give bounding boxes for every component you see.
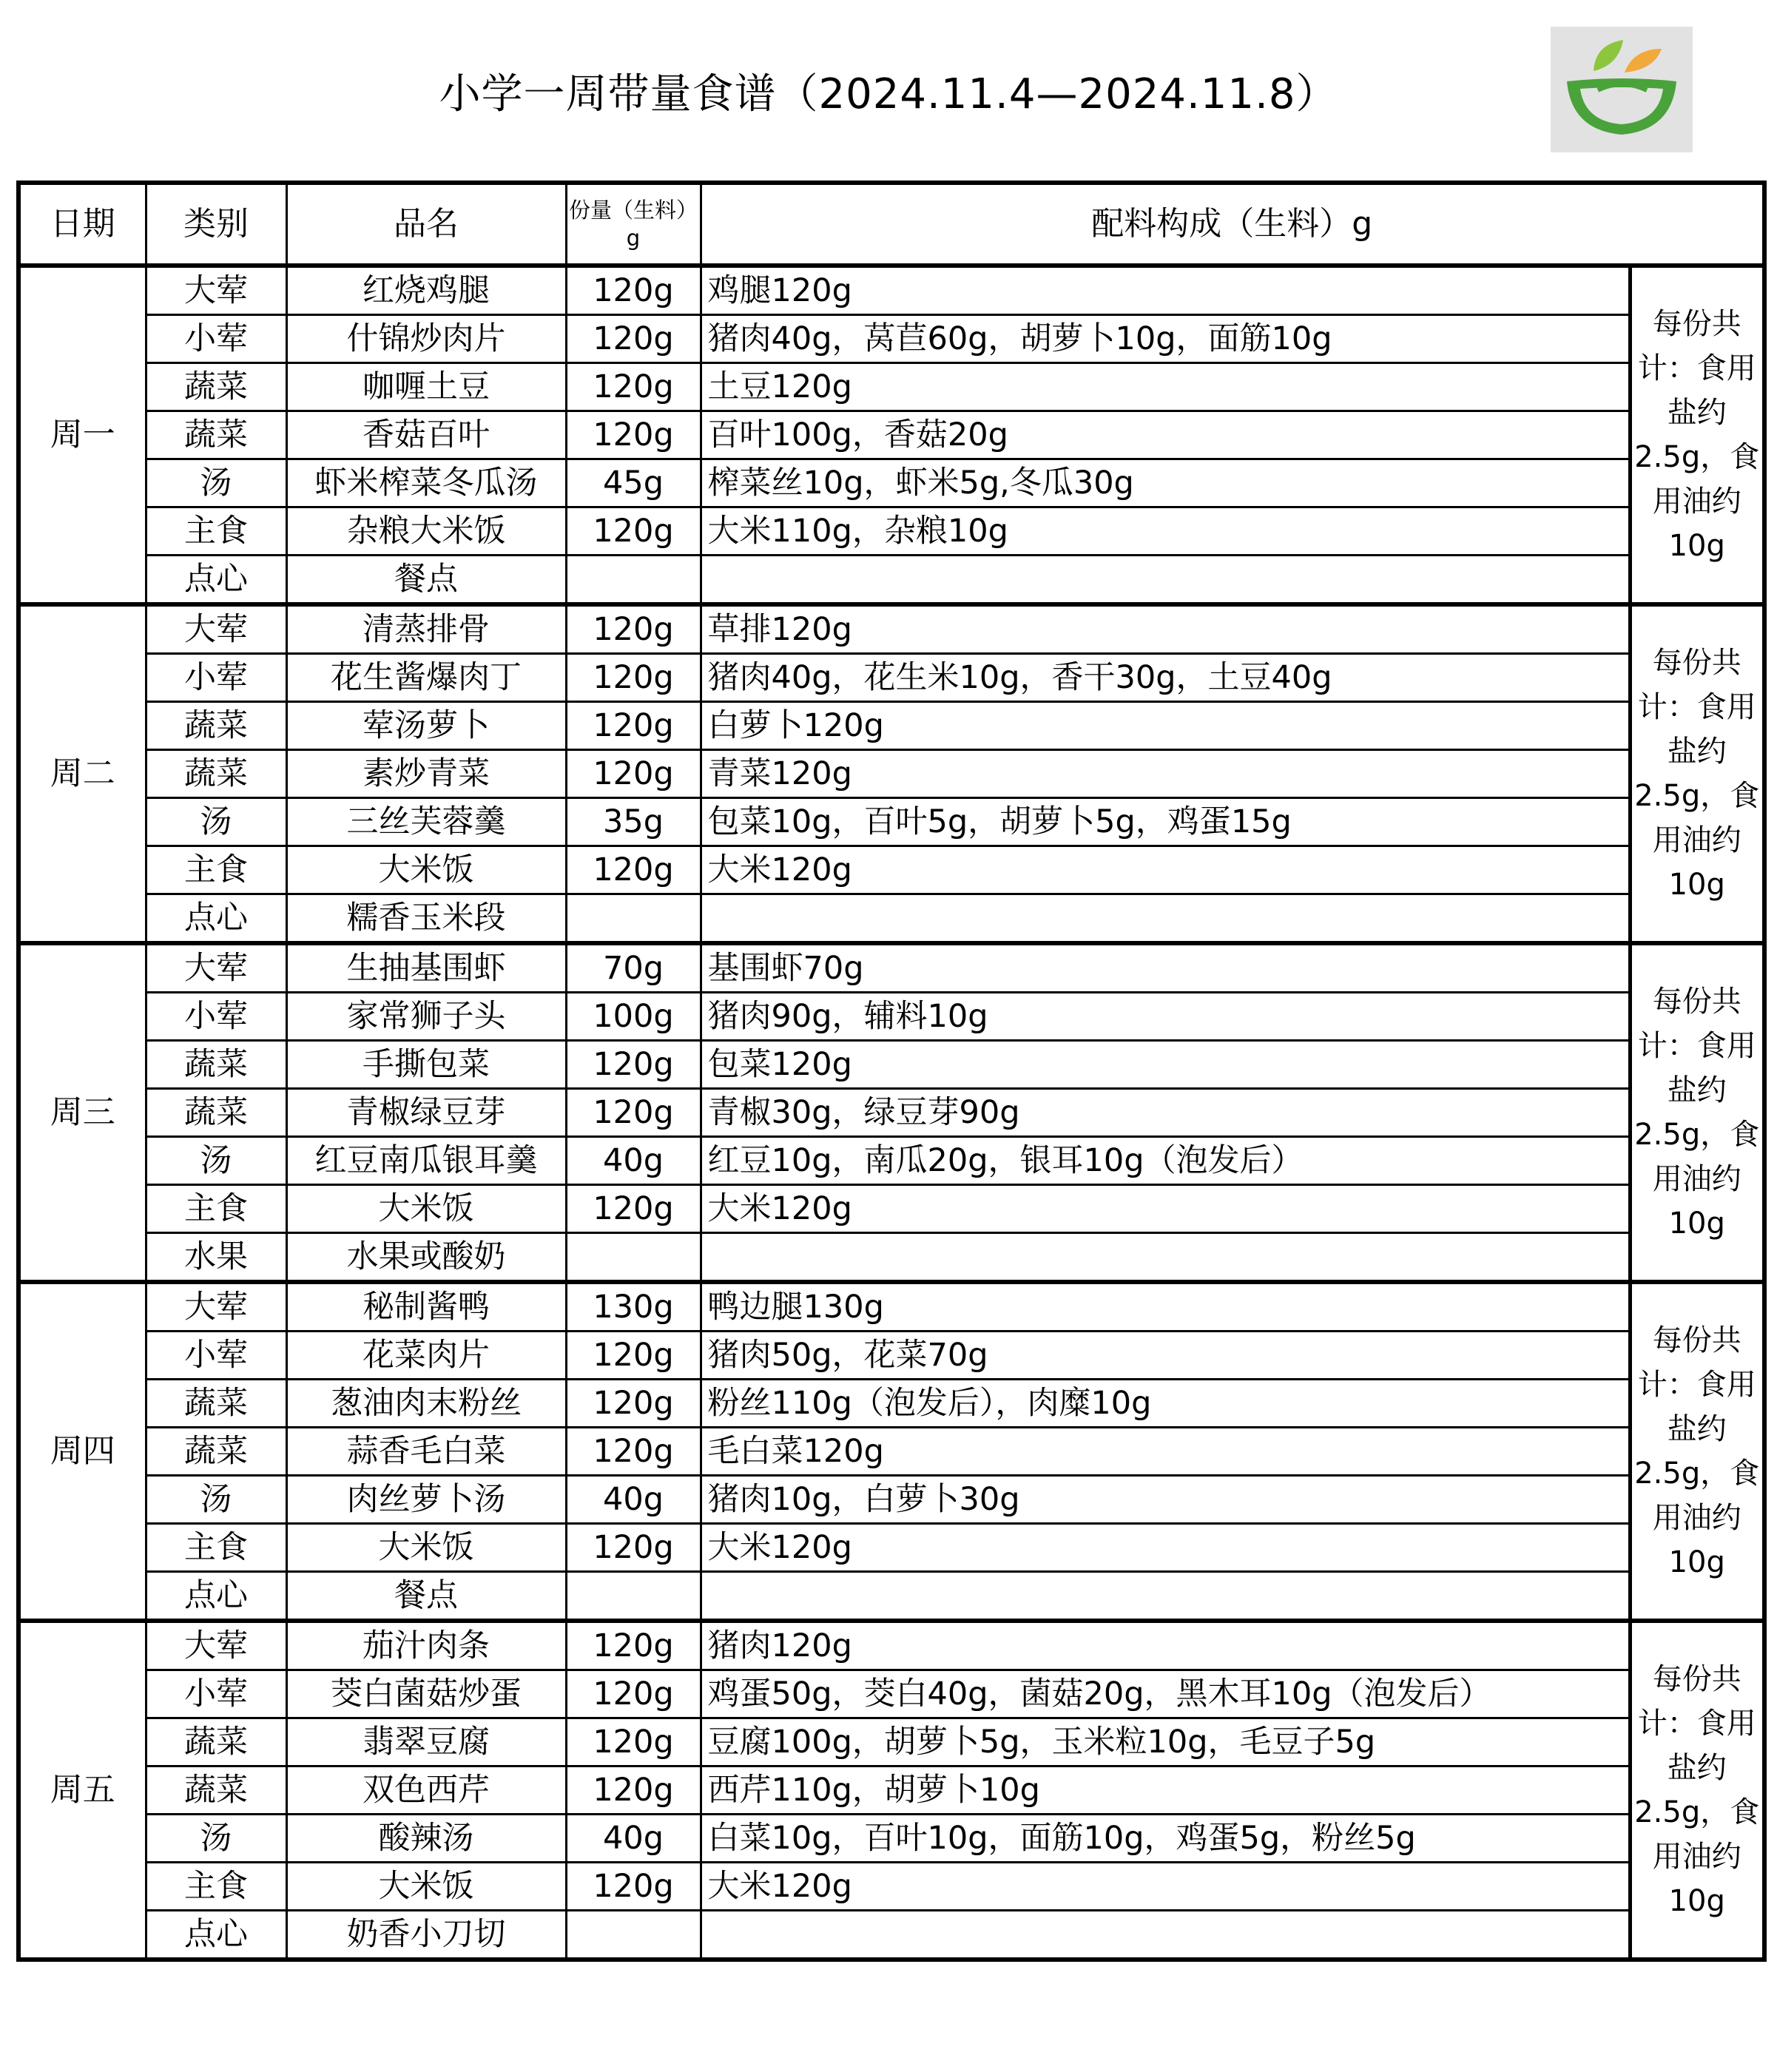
dish-cell: 大米饭 <box>286 1863 566 1911</box>
qty-cell <box>566 894 701 944</box>
qty-cell: 120g <box>566 1863 701 1911</box>
dish-cell: 肉丝萝卜汤 <box>286 1476 566 1524</box>
qty-cell: 120g <box>566 1185 701 1233</box>
category-cell: 主食 <box>146 1185 286 1233</box>
category-cell: 蔬菜 <box>146 702 286 750</box>
ingredients-cell: 基围虾70g <box>701 943 1630 993</box>
ingredients-cell: 包菜120g <box>701 1041 1630 1089</box>
qty-cell: 120g <box>566 1670 701 1718</box>
table-row <box>18 1524 1764 1572</box>
table-row <box>18 1766 1764 1815</box>
category-cell: 小荤 <box>146 1670 286 1718</box>
qty-cell: 120g <box>566 1428 701 1476</box>
table-row <box>18 1137 1764 1185</box>
dish-cell: 蒜香毛白菜 <box>286 1428 566 1476</box>
qty-cell: 120g <box>566 507 701 556</box>
day-label: 周四 <box>18 1282 146 1621</box>
category-cell: 小荤 <box>146 315 286 363</box>
nutrition-note: 每份共计：食用盐约2.5g，食用油约10g <box>1630 266 1764 604</box>
qty-cell: 120g <box>566 1524 701 1572</box>
table-row <box>18 363 1764 411</box>
table-row <box>18 459 1764 507</box>
dish-cell: 花生酱爆肉丁 <box>286 654 566 702</box>
category-cell: 点心 <box>146 894 286 944</box>
category-cell: 主食 <box>146 846 286 894</box>
ingredients-cell: 包菜10g，百叶5g，胡萝卜5g，鸡蛋15g <box>701 798 1630 846</box>
ingredients-cell: 榨菜丝10g，虾米5g,冬瓜30g <box>701 459 1630 507</box>
qty-cell: 120g <box>566 363 701 411</box>
category-cell: 蔬菜 <box>146 1428 286 1476</box>
qty-cell: 120g <box>566 1718 701 1766</box>
dish-cell: 虾米榨菜冬瓜汤 <box>286 459 566 507</box>
ingredients-cell: 猪肉40g，花生米10g，香干30g，土豆40g <box>701 654 1630 702</box>
ingredients-cell: 大米110g，杂粮10g <box>701 507 1630 556</box>
header-date: 日期 <box>18 183 146 266</box>
ingredients-cell <box>701 556 1630 605</box>
ingredients-cell: 豆腐100g，胡萝卜5g，玉米粒10g，毛豆子5g <box>701 1718 1630 1766</box>
day-label: 周五 <box>18 1621 146 1960</box>
category-cell: 大荤 <box>146 1282 286 1332</box>
category-cell: 汤 <box>146 798 286 846</box>
nutrition-note: 每份共计：食用盐约2.5g，食用油约10g <box>1630 943 1764 1282</box>
dish-cell: 翡翠豆腐 <box>286 1718 566 1766</box>
ingredients-cell: 白菜10g，百叶10g，面筋10g，鸡蛋5g，粉丝5g <box>701 1815 1630 1863</box>
dish-cell: 糯香玉米段 <box>286 894 566 944</box>
ingredients-cell: 毛白菜120g <box>701 1428 1630 1476</box>
table-row <box>18 1911 1764 1960</box>
nutrition-note: 每份共计：食用盐约2.5g，食用油约10g <box>1630 1282 1764 1621</box>
category-cell: 蔬菜 <box>146 1380 286 1428</box>
ingredients-cell: 青菜120g <box>701 750 1630 798</box>
header-row <box>18 183 1764 266</box>
qty-cell: 70g <box>566 943 701 993</box>
qty-cell: 40g <box>566 1815 701 1863</box>
qty-cell: 120g <box>566 846 701 894</box>
category-cell: 汤 <box>146 1815 286 1863</box>
qty-cell: 120g <box>566 266 701 315</box>
header-category: 类别 <box>146 183 286 266</box>
table-row <box>18 702 1764 750</box>
ingredients-cell: 大米120g <box>701 1524 1630 1572</box>
qty-cell: 100g <box>566 993 701 1041</box>
category-cell: 主食 <box>146 1863 286 1911</box>
table-row <box>18 315 1764 363</box>
ingredients-cell <box>701 1572 1630 1622</box>
table-row <box>18 798 1764 846</box>
category-cell: 大荤 <box>146 604 286 654</box>
ingredients-cell: 百叶100g，香菇20g <box>701 411 1630 459</box>
dish-cell: 清蒸排骨 <box>286 604 566 654</box>
dish-cell: 大米饭 <box>286 846 566 894</box>
dish-cell: 什锦炒肉片 <box>286 315 566 363</box>
ingredients-cell <box>701 894 1630 944</box>
table-row <box>18 894 1764 944</box>
day-label: 周一 <box>18 266 146 604</box>
category-cell: 蔬菜 <box>146 411 286 459</box>
ingredients-cell: 鸭边腿130g <box>701 1282 1630 1332</box>
ingredients-cell: 猪肉50g，花菜70g <box>701 1332 1630 1380</box>
table-row <box>18 1089 1764 1137</box>
dish-cell: 手撕包菜 <box>286 1041 566 1089</box>
header-qty: 份量（生料）g <box>566 183 701 266</box>
ingredients-cell: 大米120g <box>701 1185 1630 1233</box>
category-cell: 点心 <box>146 1911 286 1960</box>
dish-cell: 酸辣汤 <box>286 1815 566 1863</box>
category-cell: 大荤 <box>146 266 286 315</box>
ingredients-cell: 鸡腿120g <box>701 266 1630 315</box>
dish-cell: 大米饭 <box>286 1524 566 1572</box>
ingredients-cell <box>701 1911 1630 1960</box>
dish-cell: 香菇百叶 <box>286 411 566 459</box>
qty-cell: 120g <box>566 315 701 363</box>
category-cell: 小荤 <box>146 654 286 702</box>
qty-cell <box>566 1233 701 1283</box>
qty-cell <box>566 1911 701 1960</box>
table-row <box>18 993 1764 1041</box>
category-cell: 点心 <box>146 1572 286 1622</box>
dish-cell: 花菜肉片 <box>286 1332 566 1380</box>
header-ingredients: 配料构成（生料）g <box>701 183 1764 266</box>
category-cell: 大荤 <box>146 1621 286 1670</box>
leaf-bowl-logo-icon <box>1551 27 1693 152</box>
table-row <box>18 1428 1764 1476</box>
qty-cell: 120g <box>566 750 701 798</box>
category-cell: 大荤 <box>146 943 286 993</box>
dish-cell: 秘制酱鸭 <box>286 1282 566 1332</box>
category-cell: 汤 <box>146 1137 286 1185</box>
table-row <box>18 943 1764 993</box>
ingredients-cell: 草排120g <box>701 604 1630 654</box>
ingredients-cell: 大米120g <box>701 846 1630 894</box>
table-row <box>18 1041 1764 1089</box>
qty-cell: 120g <box>566 1089 701 1137</box>
category-cell: 汤 <box>146 459 286 507</box>
table-row <box>18 1863 1764 1911</box>
table-row <box>18 604 1764 654</box>
table-row <box>18 1282 1764 1332</box>
dish-cell: 茭白菌菇炒蛋 <box>286 1670 566 1718</box>
category-cell: 蔬菜 <box>146 363 286 411</box>
dish-cell: 生抽基围虾 <box>286 943 566 993</box>
header-dish: 品名 <box>286 183 566 266</box>
dish-cell: 杂粮大米饭 <box>286 507 566 556</box>
qty-cell: 120g <box>566 411 701 459</box>
dish-cell: 奶香小刀切 <box>286 1911 566 1960</box>
ingredients-cell: 青椒30g，绿豆芽90g <box>701 1089 1630 1137</box>
dish-cell: 咖喱土豆 <box>286 363 566 411</box>
ingredients-cell: 粉丝110g（泡发后），肉糜10g <box>701 1380 1630 1428</box>
category-cell: 蔬菜 <box>146 1718 286 1766</box>
nutrition-note: 每份共计：食用盐约2.5g，食用油约10g <box>1630 1621 1764 1960</box>
table-row <box>18 1621 1764 1670</box>
ingredients-cell: 猪肉40g，莴苣60g，胡萝卜10g，面筋10g <box>701 315 1630 363</box>
category-cell: 主食 <box>146 1524 286 1572</box>
table-row <box>18 654 1764 702</box>
category-cell: 小荤 <box>146 993 286 1041</box>
qty-cell: 130g <box>566 1282 701 1332</box>
ingredients-cell <box>701 1233 1630 1283</box>
qty-cell: 120g <box>566 1380 701 1428</box>
qty-cell: 120g <box>566 702 701 750</box>
table-row <box>18 750 1764 798</box>
ingredients-cell: 猪肉120g <box>701 1621 1630 1670</box>
dish-cell: 双色西芹 <box>286 1766 566 1815</box>
category-cell: 主食 <box>146 507 286 556</box>
table-row <box>18 266 1764 315</box>
category-cell: 小荤 <box>146 1332 286 1380</box>
table-row <box>18 1572 1764 1622</box>
table-row <box>18 1233 1764 1283</box>
table-row <box>18 411 1764 459</box>
dish-cell: 餐点 <box>286 1572 566 1622</box>
qty-cell <box>566 1572 701 1622</box>
day-label: 周三 <box>18 943 146 1282</box>
dish-cell: 家常狮子头 <box>286 993 566 1041</box>
qty-cell: 120g <box>566 654 701 702</box>
dish-cell: 素炒青菜 <box>286 750 566 798</box>
dish-cell: 水果或酸奶 <box>286 1233 566 1283</box>
qty-cell: 40g <box>566 1137 701 1185</box>
ingredients-cell: 大米120g <box>701 1863 1630 1911</box>
table-row <box>18 846 1764 894</box>
qty-cell <box>566 556 701 605</box>
category-cell: 汤 <box>146 1476 286 1524</box>
table-row <box>18 1476 1764 1524</box>
category-cell: 蔬菜 <box>146 750 286 798</box>
qty-cell: 45g <box>566 459 701 507</box>
qty-cell: 120g <box>566 1766 701 1815</box>
dish-cell: 青椒绿豆芽 <box>286 1089 566 1137</box>
dish-cell: 红烧鸡腿 <box>286 266 566 315</box>
table-row <box>18 556 1764 605</box>
table-row <box>18 1815 1764 1863</box>
ingredients-cell: 猪肉90g，辅料10g <box>701 993 1630 1041</box>
qty-cell: 120g <box>566 1332 701 1380</box>
ingredients-cell: 土豆120g <box>701 363 1630 411</box>
table-row <box>18 1670 1764 1718</box>
ingredients-cell: 白萝卜120g <box>701 702 1630 750</box>
table-row <box>18 1185 1764 1233</box>
dish-cell: 荤汤萝卜 <box>286 702 566 750</box>
category-cell: 蔬菜 <box>146 1041 286 1089</box>
dish-cell: 红豆南瓜银耳羹 <box>286 1137 566 1185</box>
category-cell: 蔬菜 <box>146 1766 286 1815</box>
table-row <box>18 507 1764 556</box>
page-title: 小学一周带量食谱（2024.11.4—2024.11.8） <box>439 70 1338 118</box>
dish-cell: 茄汁肉条 <box>286 1621 566 1670</box>
qty-cell: 120g <box>566 604 701 654</box>
ingredients-cell: 猪肉10g，白萝卜30g <box>701 1476 1630 1524</box>
nutrition-note: 每份共计：食用盐约2.5g，食用油约10g <box>1630 604 1764 943</box>
qty-cell: 35g <box>566 798 701 846</box>
category-cell: 蔬菜 <box>146 1089 286 1137</box>
qty-cell: 40g <box>566 1476 701 1524</box>
dish-cell: 餐点 <box>286 556 566 605</box>
menu-table <box>16 180 1767 1962</box>
table-row <box>18 1380 1764 1428</box>
dish-cell: 葱油肉末粉丝 <box>286 1380 566 1428</box>
table-row <box>18 1332 1764 1380</box>
category-cell: 点心 <box>146 556 286 605</box>
table-row <box>18 1718 1764 1766</box>
category-cell: 水果 <box>146 1233 286 1283</box>
dish-cell: 三丝芙蓉羹 <box>286 798 566 846</box>
dish-cell: 大米饭 <box>286 1185 566 1233</box>
logo <box>1551 27 1693 152</box>
ingredients-cell: 红豆10g，南瓜20g，银耳10g（泡发后） <box>701 1137 1630 1185</box>
ingredients-cell: 西芹110g，胡萝卜10g <box>701 1766 1630 1815</box>
qty-cell: 120g <box>566 1041 701 1089</box>
qty-cell: 120g <box>566 1621 701 1670</box>
ingredients-cell: 鸡蛋50g，茭白40g，菌菇20g，黑木耳10g（泡发后） <box>701 1670 1630 1718</box>
day-label: 周二 <box>18 604 146 943</box>
